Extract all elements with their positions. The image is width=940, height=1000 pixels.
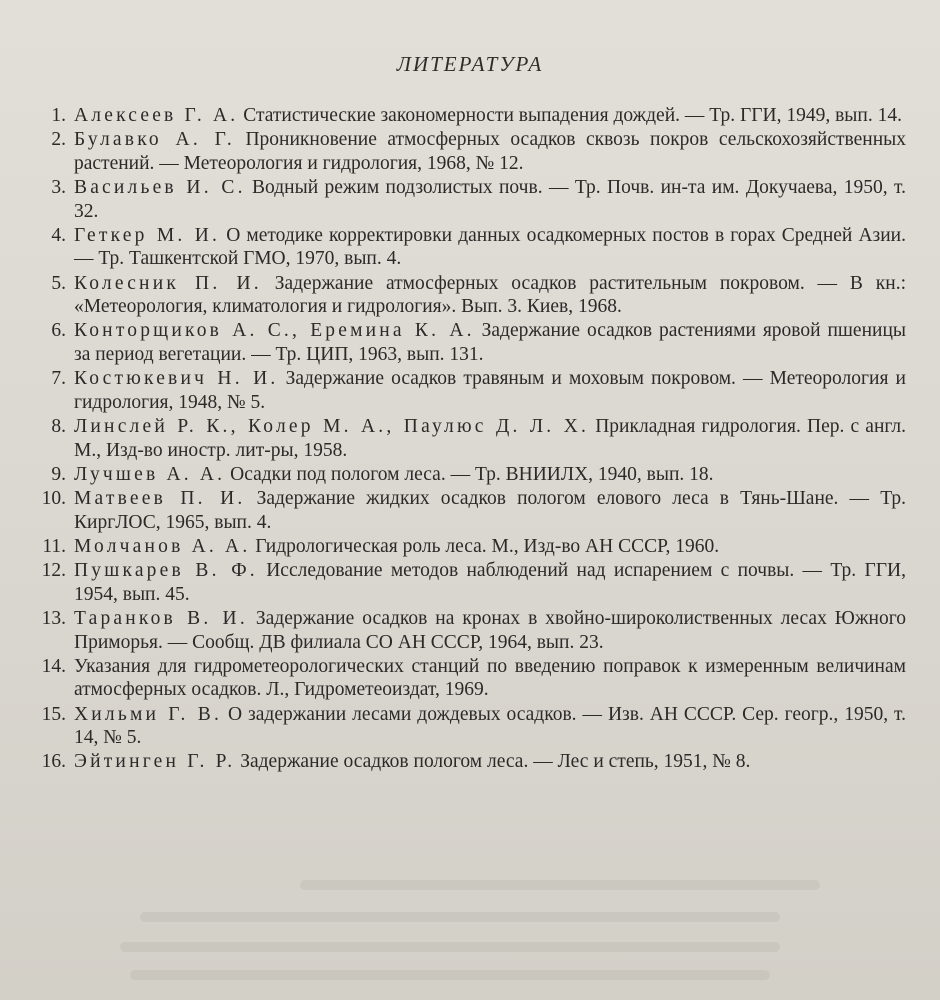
reference-item [0,750,940,774]
reference-item [0,176,940,223]
reference-number: 15. [41,703,66,725]
reference-text: Водный режим подзолистых почв. — Тр. Почв. ин-та им. Докучаева, 1950, т. 32. [74,177,906,222]
reference-author: Алексеев Г. А. [74,105,239,126]
reference-text: О методике корректировки данных осадкомерных постов в горах Средней Азии. — Тр. Ташкентской ГМО, 1970, вып. 4. [74,224,906,270]
reference-author: Молчанов А. А. [74,535,251,557]
reference-item [0,224,940,271]
reference-list [0,104,940,775]
reference-text: Задержание осадков на кронах в хвойно-широколиственных лесах Южного Приморья. — Сообщ. ДВ филиала СО АН СССР, 1964, вып. 23. [74,608,906,653]
reference-item [0,463,940,487]
reference-text: Задержание осадков травяным и моховым покровом. — Метеорология и гидрология, 1948, № 5. [74,368,906,413]
reference-number: 11. [42,535,66,557]
reference-item [0,559,940,606]
reference-text: Указания для гидрометеорологических станций по введению поправок к измеренным величинам атмосферных осадков. Л., Гидрометеоиздат, 1969. [74,655,906,701]
reference-number: 10. [41,488,66,510]
reference-item [0,655,940,702]
reference-text: Статистические закономерности выпадения дождей. — Тр. ГГИ, 1949, вып. 14. [238,105,902,126]
reference-number: 3. [51,177,66,199]
reference-author: Булавко А. Г. [74,129,235,151]
reference-item [0,104,940,128]
reference-text: Задержание осадков пологом леса. — Лес и степь, 1951, № 8. [235,751,751,773]
reference-item [0,487,940,534]
reference-text: О задержании лесами дождевых осадков. — Изв. АН СССР. Сер. геогр., 1950, т. 14, № 5. [74,703,906,749]
reference-number: 5. [51,272,66,294]
reference-author: Лучшев А. А. [74,463,226,485]
reference-item [0,128,940,175]
reference-number: 6. [51,320,66,342]
reference-author: Васильев И. С. [74,177,246,199]
reference-author: Костюкевич Н. И. [74,368,279,390]
reference-text: Задержание жидких осадков пологом елового леса в Тянь-Шане. — Тр. КиргЛОС, 1965, вып. 4. [74,488,906,533]
reference-author: Геткер М. И. [74,224,221,246]
reference-author: Хильми Г. В. [74,703,223,725]
reference-number: 8. [51,416,66,438]
reference-item [0,415,940,462]
reference-number: 9. [51,463,66,485]
reference-number: 1. [51,105,66,126]
reference-author: Линслей Р. К., Колер М. А., Паулюс Д. Л. Х. [74,416,590,438]
reference-number: 14. [41,655,66,677]
reference-text: Задержание атмосферных осадков растительным покровом. — В кн.: «Метеорология, климатология и гидрология». Вып. 3. Киев, 1968. [74,272,906,318]
page-title: ЛИТЕРАТУРА [396,52,544,76]
reference-author: Конторщиков А. С., Еремина К. А. [74,320,475,342]
reference-text: Прикладная гидрология. Пер. с англ. М., Изд-во иностр. лит-ры, 1958. [74,416,907,461]
reference-text: Осадки под пологом леса. — Тр. ВНИИЛХ, 1940, вып. 18. [225,463,714,485]
reference-author: Пушкарев В. Ф. [74,560,258,582]
reference-item [0,367,940,414]
reference-item [0,607,940,654]
reference-author: Колесник П. И. [74,272,262,294]
reference-text: Задержание осадков растениями яровой пшеницы за период вегетации. — Тр. ЦИП, 1963, вып. 131. [74,320,906,365]
reference-number: 16. [41,751,66,773]
reference-author: Матвеев П. И. [74,488,246,510]
reference-text: Гидрологическая роль леса. М., Изд-во АН СССР, 1960. [250,535,720,557]
reference-item [0,703,940,750]
reference-number: 12. [41,560,66,582]
reference-number: 4. [51,224,66,246]
show-through-text [0,850,940,1000]
reference-author: Таранков В. И. [74,608,248,630]
reference-number: 13. [41,608,66,630]
reference-item [0,272,940,319]
reference-text: Исследование методов наблюдений над испарением с почвы. — Тр. ГГИ, 1954, вып. 45. [74,560,906,605]
reference-item [0,319,940,366]
reference-item [0,535,940,559]
reference-author: Эйтинген Г. Р. [74,751,236,773]
reference-text: Проникновение атмосферных осадков сквозь покров сельскохозяйственных растений. — Метеорология и гидрология, 1968, № 12. [74,129,906,174]
reference-number: 2. [51,129,66,151]
reference-number: 7. [51,368,66,390]
